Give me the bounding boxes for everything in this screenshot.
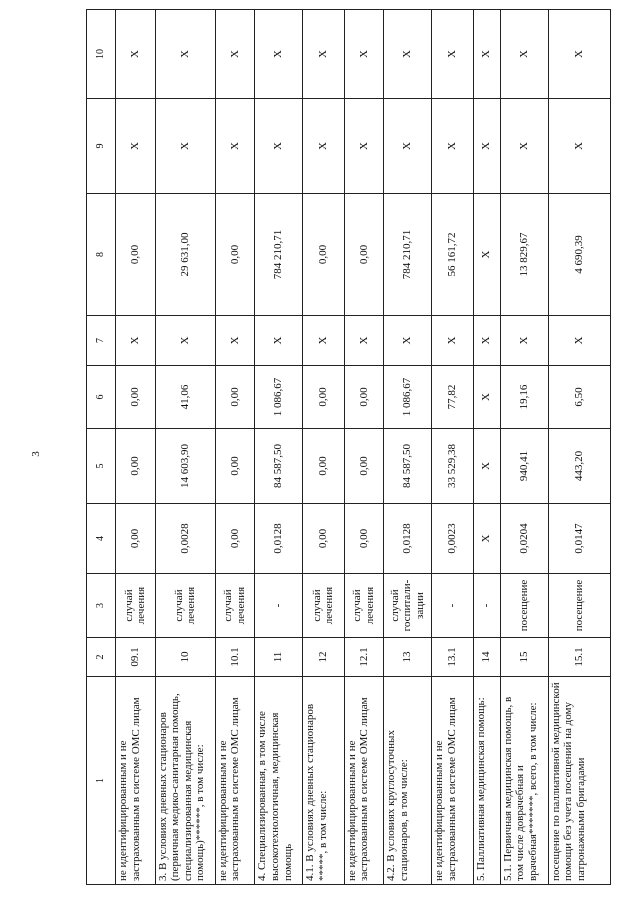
- unit-cell: случай госпитали- зации: [384, 574, 432, 638]
- row-code-cell: 10.1: [215, 638, 255, 677]
- value-cell: 14 603,90: [155, 429, 215, 504]
- unit-cell: -: [473, 574, 500, 638]
- value-cell: 84 587,50: [255, 429, 303, 504]
- row-code-cell: 12.1: [344, 638, 384, 677]
- value-cell: 0,0128: [384, 504, 432, 574]
- table-row: [432, 10, 474, 885]
- value-cell: 13 829,67: [500, 194, 548, 316]
- value-cell: X: [432, 10, 474, 99]
- row-code-cell: 15.1: [548, 638, 610, 677]
- row-label-cell: не идентифицированным и не застрахованным в системе ОМС лицам: [116, 677, 156, 885]
- value-cell: 443,20: [548, 429, 610, 504]
- value-cell: 0,00: [215, 429, 255, 504]
- value-cell: 77,82: [432, 366, 474, 429]
- value-cell: X: [473, 10, 500, 99]
- value-cell: 0,0147: [548, 504, 610, 574]
- value-cell: 0,0128: [255, 504, 303, 574]
- value-cell: X: [548, 99, 610, 194]
- value-cell: X: [303, 99, 345, 194]
- header-cell: 4: [87, 504, 116, 574]
- value-cell: 29 631,00: [155, 194, 215, 316]
- value-cell: 0,00: [215, 504, 255, 574]
- value-cell: X: [215, 10, 255, 99]
- row-code-cell: 11: [255, 638, 303, 677]
- value-cell: X: [255, 316, 303, 366]
- value-cell: 0,00: [344, 366, 384, 429]
- value-cell: X: [384, 316, 432, 366]
- unit-cell: -: [432, 574, 474, 638]
- value-cell: X: [384, 10, 432, 99]
- value-cell: 0,00: [116, 194, 156, 316]
- header-cell: 3: [87, 574, 116, 638]
- value-cell: X: [215, 316, 255, 366]
- value-cell: X: [473, 504, 500, 574]
- page-number: 3: [29, 451, 42, 457]
- value-cell: 784 210,71: [384, 194, 432, 316]
- table-row: [116, 10, 156, 885]
- header-row: [87, 10, 116, 885]
- value-cell: X: [303, 316, 345, 366]
- table-row: [215, 10, 255, 885]
- value-cell: X: [116, 10, 156, 99]
- value-cell: 0,00: [215, 366, 255, 429]
- table-row: [255, 10, 303, 885]
- value-cell: X: [215, 99, 255, 194]
- value-cell: 784 210,71: [255, 194, 303, 316]
- row-label-cell: посещение по паллиативной медицинской помощи без учета посещений на дому патронажными бригадами: [548, 677, 610, 885]
- value-cell: 0,0028: [155, 504, 215, 574]
- value-cell: 41,06: [155, 366, 215, 429]
- value-cell: 19,16: [500, 366, 548, 429]
- row-label-cell: не идентифицированным и не застрахованным в системе ОМС лицам: [344, 677, 384, 885]
- unit-cell: посещение: [500, 574, 548, 638]
- value-cell: X: [432, 316, 474, 366]
- row-code-cell: 10: [155, 638, 215, 677]
- table-row: [303, 10, 345, 885]
- table-row: [155, 10, 215, 885]
- value-cell: X: [432, 99, 474, 194]
- value-cell: X: [116, 316, 156, 366]
- unit-cell: случай лечения: [215, 574, 255, 638]
- value-cell: 56 161,72: [432, 194, 474, 316]
- row-label-cell: не идентифицированным и не застрахованным в системе ОМС лицам: [432, 677, 474, 885]
- row-code-cell: 09.1: [116, 638, 156, 677]
- row-label-cell: 4.2. В условиях круглосуточных стационаров, в том числе:: [384, 677, 432, 885]
- value-cell: X: [500, 316, 548, 366]
- header-cell: 8: [87, 194, 116, 316]
- value-cell: 0,00: [344, 429, 384, 504]
- value-cell: X: [473, 429, 500, 504]
- unit-cell: случай лечения: [344, 574, 384, 638]
- unit-cell: случай лечения: [303, 574, 345, 638]
- table-row: [500, 10, 548, 885]
- row-code-cell: 13: [384, 638, 432, 677]
- row-code-cell: 13.1: [432, 638, 474, 677]
- data-table: [86, 9, 611, 885]
- unit-cell: случай лечения: [155, 574, 215, 638]
- table-row: [473, 10, 500, 885]
- value-cell: 0,00: [116, 366, 156, 429]
- value-cell: X: [548, 10, 610, 99]
- value-cell: 0,00: [116, 429, 156, 504]
- row-label-cell: не идентифицированным и не застрахованным в системе ОМС лицам: [215, 677, 255, 885]
- value-cell: 0,00: [116, 504, 156, 574]
- row-label-cell: 5.1. Первичная медицинская помощь, в том числе доврачебная и врачебная*******, всего, в том числе:: [500, 677, 548, 885]
- header-cell: 2: [87, 638, 116, 677]
- header-cell: 5: [87, 429, 116, 504]
- value-cell: X: [473, 366, 500, 429]
- row-label-cell: 3. В условиях дневных стационаров (первичная медико-санитарная помощь, специализированная медицинская помощь)******, в том числе:: [155, 677, 215, 885]
- row-code-cell: 12: [303, 638, 345, 677]
- value-cell: X: [500, 99, 548, 194]
- value-cell: 84 587,50: [384, 429, 432, 504]
- value-cell: X: [255, 10, 303, 99]
- unit-cell: случай лечения: [116, 574, 156, 638]
- header-cell: 9: [87, 99, 116, 194]
- value-cell: 0,00: [303, 429, 345, 504]
- value-cell: X: [548, 316, 610, 366]
- value-cell: 0,00: [303, 504, 345, 574]
- value-cell: X: [384, 99, 432, 194]
- value-cell: X: [344, 99, 384, 194]
- row-code-cell: 15: [500, 638, 548, 677]
- value-cell: X: [155, 10, 215, 99]
- value-cell: X: [344, 316, 384, 366]
- row-label-cell: 4.1. В условиях дневных стационаров *****, в том числе:: [303, 677, 345, 885]
- value-cell: 4 690,39: [548, 194, 610, 316]
- table-row: [548, 10, 610, 885]
- value-cell: 1 086,67: [384, 366, 432, 429]
- value-cell: 1 086,67: [255, 366, 303, 429]
- header-cell: 10: [87, 10, 116, 99]
- value-cell: 0,00: [344, 504, 384, 574]
- row-code-cell: 14: [473, 638, 500, 677]
- value-cell: 0,00: [303, 366, 345, 429]
- value-cell: 0,00: [303, 194, 345, 316]
- table-row: [344, 10, 384, 885]
- value-cell: X: [255, 99, 303, 194]
- row-label-cell: 5. Паллиативная медицинская помощь:: [473, 677, 500, 885]
- value-cell: X: [116, 99, 156, 194]
- header-cell: 1: [87, 677, 116, 885]
- value-cell: 0,0023: [432, 504, 474, 574]
- unit-cell: -: [255, 574, 303, 638]
- header-cell: 6: [87, 366, 116, 429]
- value-cell: X: [303, 10, 345, 99]
- value-cell: 0,00: [344, 194, 384, 316]
- row-label-cell: 4. Специализированная, в том числе высокотехнологичная, медицинская помощь: [255, 677, 303, 885]
- header-cell: 7: [87, 316, 116, 366]
- value-cell: 0,00: [215, 194, 255, 316]
- value-cell: X: [473, 194, 500, 316]
- unit-cell: посещение: [548, 574, 610, 638]
- value-cell: X: [155, 99, 215, 194]
- value-cell: 0,0204: [500, 504, 548, 574]
- value-cell: X: [473, 316, 500, 366]
- value-cell: X: [155, 316, 215, 366]
- rotated-page: [86, 10, 611, 885]
- table-row: [384, 10, 432, 885]
- value-cell: X: [473, 99, 500, 194]
- value-cell: 33 529,38: [432, 429, 474, 504]
- value-cell: X: [344, 10, 384, 99]
- value-cell: X: [500, 10, 548, 99]
- value-cell: 940,41: [500, 429, 548, 504]
- value-cell: 6,50: [548, 366, 610, 429]
